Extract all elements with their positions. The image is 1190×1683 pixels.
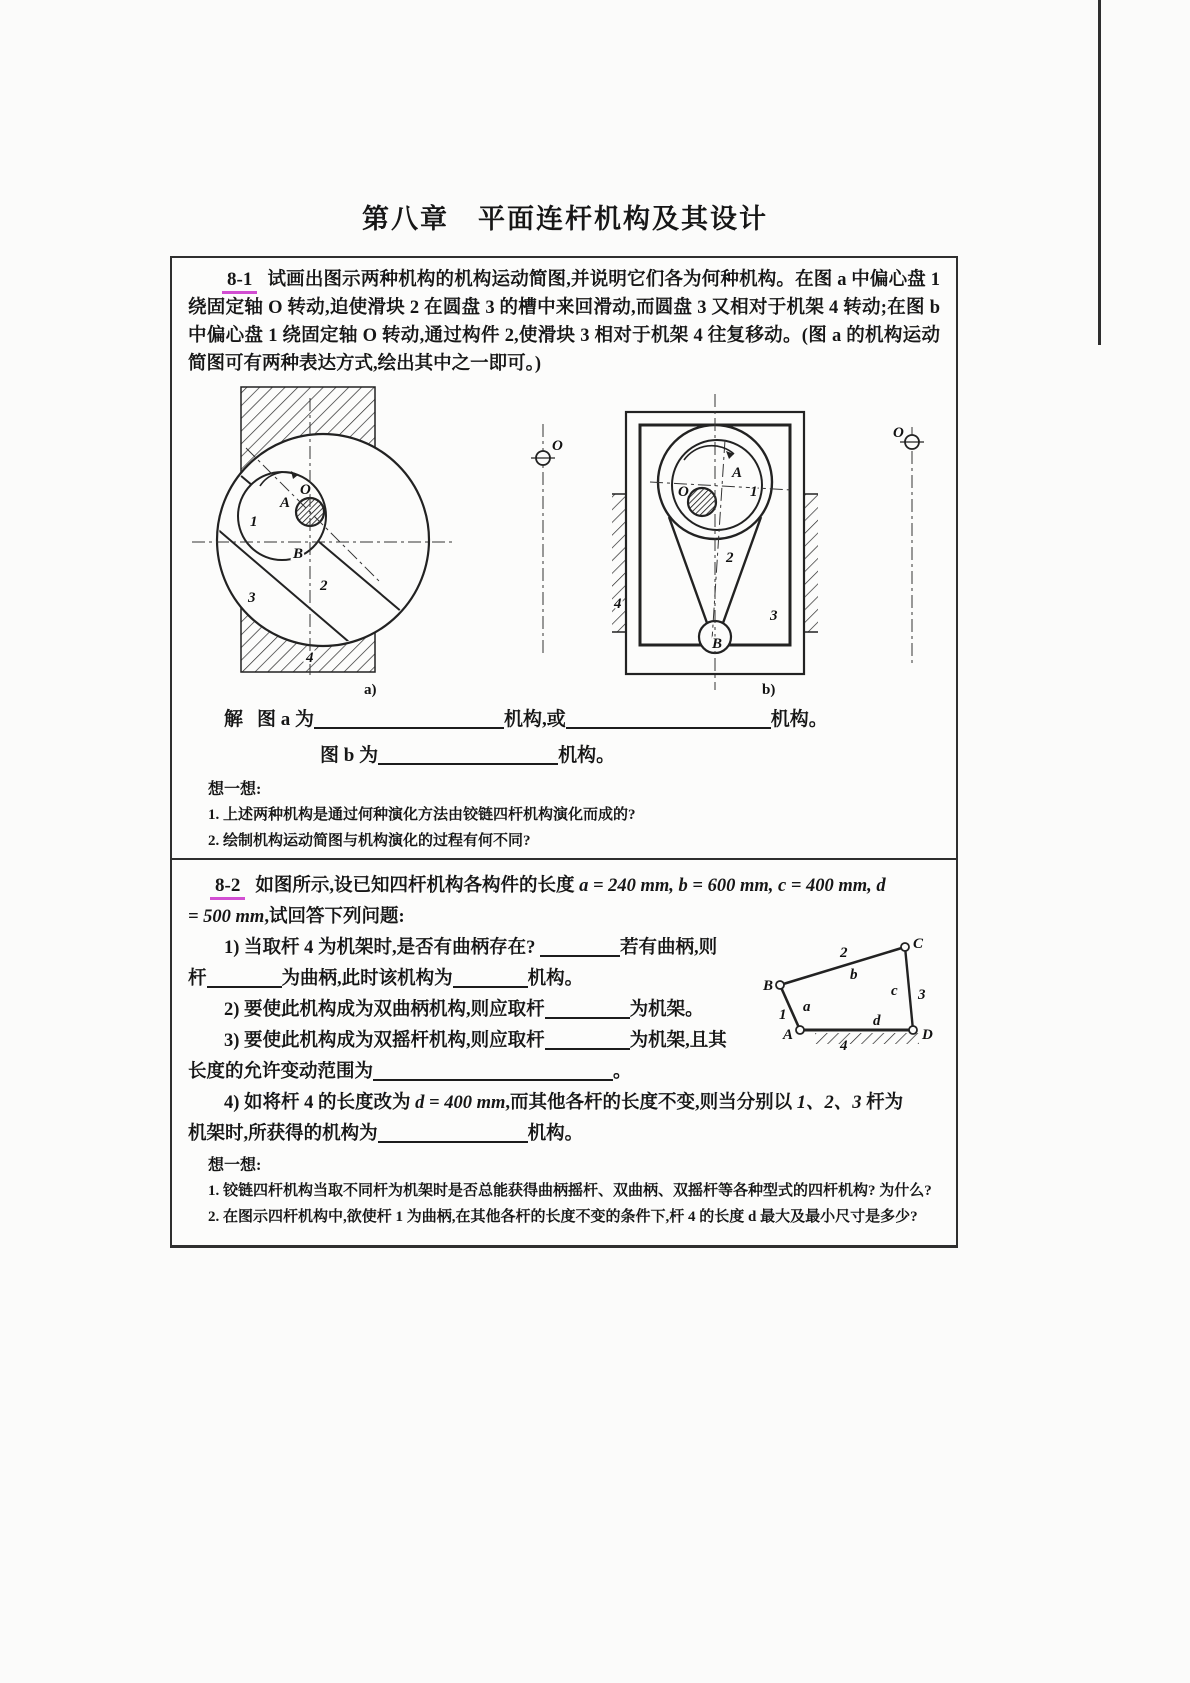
think-item-1: 1. 上述两种机构是通过何种演化方法由铰链四杆机构演化而成的? bbox=[208, 807, 636, 823]
statement-text: 如图所示,设已知四杆机构各构件的长度 bbox=[255, 876, 580, 896]
q1-text: 1) 当取杆 4 为机架时,是否有曲柄存在? bbox=[224, 938, 541, 958]
fourbar-linkage-drawing bbox=[755, 935, 940, 1053]
answer-blank bbox=[373, 1057, 613, 1081]
statement-text2: ,试回答下列问题: bbox=[264, 907, 405, 927]
label-A-joint: A bbox=[783, 1027, 794, 1043]
answer-blank bbox=[378, 741, 558, 765]
label-4b: 4 bbox=[614, 596, 622, 612]
figure-b-caption: b) bbox=[762, 682, 776, 698]
label-Bb: B bbox=[712, 636, 723, 652]
label-O-pivot: O bbox=[552, 438, 563, 454]
solution-a-prefix: 图 a 为 bbox=[257, 709, 315, 730]
solution-label: 解 bbox=[224, 709, 244, 730]
label-Ob: O bbox=[678, 484, 689, 500]
statement-length-d: = 500 mm bbox=[188, 907, 265, 927]
think-item-2: 2. 绘制机构运动简图与机构演化的过程有何不同? bbox=[208, 833, 531, 849]
problem-8-2 bbox=[172, 858, 956, 1236]
exercise-frame bbox=[170, 256, 958, 1248]
q2-text2: 为机架。 bbox=[629, 1000, 704, 1020]
joint-D bbox=[909, 1026, 917, 1034]
fixed-shaft-Ob bbox=[688, 488, 716, 516]
problem-8-1-number: 8-1 bbox=[222, 269, 257, 294]
q4-text5: 机构。 bbox=[527, 1124, 584, 1144]
answer-blank bbox=[566, 705, 771, 729]
label-link3: 3 bbox=[918, 987, 926, 1003]
label-B-joint: B bbox=[763, 978, 774, 994]
answer-blank bbox=[314, 705, 504, 729]
label-b: b bbox=[850, 967, 858, 983]
problem-8-2-number: 8-2 bbox=[210, 875, 245, 900]
problem-8-1-text: 试画出图示两种机构的机构运动简图,并说明它们各为何种机构。在图 a 中偏心盘 1 绕固定轴 O 转动,迫使滑块 2 在圆盘 3 的槽中来回滑动,而圆盘 3 又相对于机架 4 转动;在图 b 中偏心盘 1 绕固定轴 O 转动,通过构件 2,使滑块 3 相对于机架 4 往复移动。(图 a 的机构运动简图可有两种表达方式,绘出其中之一即可。) bbox=[188, 270, 940, 374]
solution-line-a bbox=[224, 702, 940, 738]
figures-8-1 bbox=[188, 382, 940, 702]
question-4 bbox=[188, 1088, 940, 1150]
problem-8-1 bbox=[172, 258, 956, 858]
solution-b-suffix: 机构。 bbox=[558, 745, 616, 766]
answer-blank bbox=[207, 964, 282, 988]
joint-A bbox=[796, 1026, 804, 1034]
solution-a-mid: 机构,或 bbox=[504, 709, 566, 730]
statement-lengths: a = 240 mm, b = 600 mm, c = 400 mm, d bbox=[579, 876, 886, 896]
joint-C bbox=[901, 943, 909, 951]
answer-blank bbox=[378, 1119, 528, 1143]
pivot-centerline-a bbox=[531, 424, 563, 654]
answer-blank bbox=[453, 964, 528, 988]
q4-math2: 1、2、3 bbox=[796, 1093, 862, 1113]
q4-text3: 杆为 bbox=[861, 1093, 904, 1113]
label-D-joint: D bbox=[922, 1027, 933, 1043]
q1-text5: 机构。 bbox=[527, 969, 584, 989]
label-c: c bbox=[891, 983, 898, 999]
q4-text: 4) 如将杆 4 的长度改为 bbox=[224, 1093, 416, 1113]
label-3b: 3 bbox=[770, 608, 778, 624]
label-2: 2 bbox=[320, 578, 328, 594]
label-link2: 2 bbox=[840, 945, 848, 961]
think-8-2 bbox=[188, 1154, 940, 1230]
think-8-1 bbox=[188, 778, 940, 854]
q2-text: 2) 要使此机构成为双曲柄机构,则应取杆 bbox=[224, 1000, 545, 1020]
solution-8-1 bbox=[224, 702, 940, 774]
scan-edge-artifact bbox=[1098, 0, 1101, 345]
label-O-pivot-b: O bbox=[893, 425, 904, 441]
pivot-centerline-b bbox=[893, 425, 924, 667]
label-A: A bbox=[280, 495, 291, 511]
problem-8-1-statement bbox=[188, 266, 940, 378]
label-a: a bbox=[803, 999, 811, 1015]
q4-text2: ,而其他各杆的长度不变,则当分别以 bbox=[505, 1093, 797, 1113]
q1-text3: 杆 bbox=[188, 969, 207, 989]
answer-blank bbox=[545, 995, 630, 1019]
problem-8-2-statement-line1 bbox=[188, 870, 940, 902]
problem-8-2-statement-line2 bbox=[188, 902, 940, 933]
q1-text4: 为曲柄,此时该机构为 bbox=[281, 969, 453, 989]
think-label-2: 想一想: bbox=[208, 1157, 262, 1174]
figure-b-drawing bbox=[612, 382, 942, 700]
joint-B bbox=[776, 981, 784, 989]
answer-blank bbox=[540, 933, 620, 957]
q3-text3: 长度的允许变动范围为 bbox=[188, 1062, 374, 1082]
q4-math: d = 400 mm bbox=[415, 1093, 506, 1113]
think-item-1: 1. 铰链四杆机构当取不同杆为机架时是否总能获得曲柄摇杆、双曲柄、双摇杆等各种型式的四杆机构? 为什么? bbox=[208, 1183, 932, 1199]
q3-text2: 为机架,且其 bbox=[629, 1031, 727, 1051]
solution-line-b bbox=[320, 738, 940, 774]
figure-a-caption: a) bbox=[364, 682, 377, 698]
label-B: B bbox=[293, 546, 304, 562]
q3-text4: 。 bbox=[613, 1062, 632, 1082]
label-link1: 1 bbox=[779, 1007, 787, 1023]
q1-text2: 若有曲柄,则 bbox=[620, 938, 718, 958]
link-3 bbox=[905, 947, 913, 1030]
solution-a-suffix: 机构。 bbox=[770, 709, 828, 730]
label-1: 1 bbox=[250, 514, 258, 530]
answer-blank bbox=[545, 1026, 630, 1050]
label-d: d bbox=[873, 1013, 881, 1029]
label-4: 4 bbox=[306, 650, 314, 666]
think-item-2: 2. 在图示四杆机构中,欲使杆 1 为曲柄,在其他各杆的长度不变的条件下,杆 4 的长度 d 最大及最小尺寸是多少? bbox=[208, 1209, 918, 1225]
label-link4: 4 bbox=[840, 1038, 848, 1053]
label-C-joint: C bbox=[913, 936, 924, 952]
q4-text4: 机架时,所获得的机构为 bbox=[188, 1124, 378, 1144]
q3-text: 3) 要使此机构成为双摇杆机构,则应取杆 bbox=[224, 1031, 545, 1051]
label-1b: 1 bbox=[750, 484, 758, 500]
label-3: 3 bbox=[248, 590, 256, 606]
think-label: 想一想: bbox=[208, 781, 262, 798]
guide-wall-right bbox=[804, 494, 818, 632]
figure-a-drawing bbox=[188, 382, 588, 700]
chapter-title: 第八章 平面连杆机构及其设计 bbox=[362, 204, 768, 234]
solution-b-prefix: 图 b 为 bbox=[320, 745, 379, 766]
ground-hatch bbox=[815, 1033, 919, 1044]
label-2b: 2 bbox=[726, 550, 734, 566]
label-Ab: A bbox=[732, 465, 743, 481]
label-O: O bbox=[300, 482, 311, 498]
